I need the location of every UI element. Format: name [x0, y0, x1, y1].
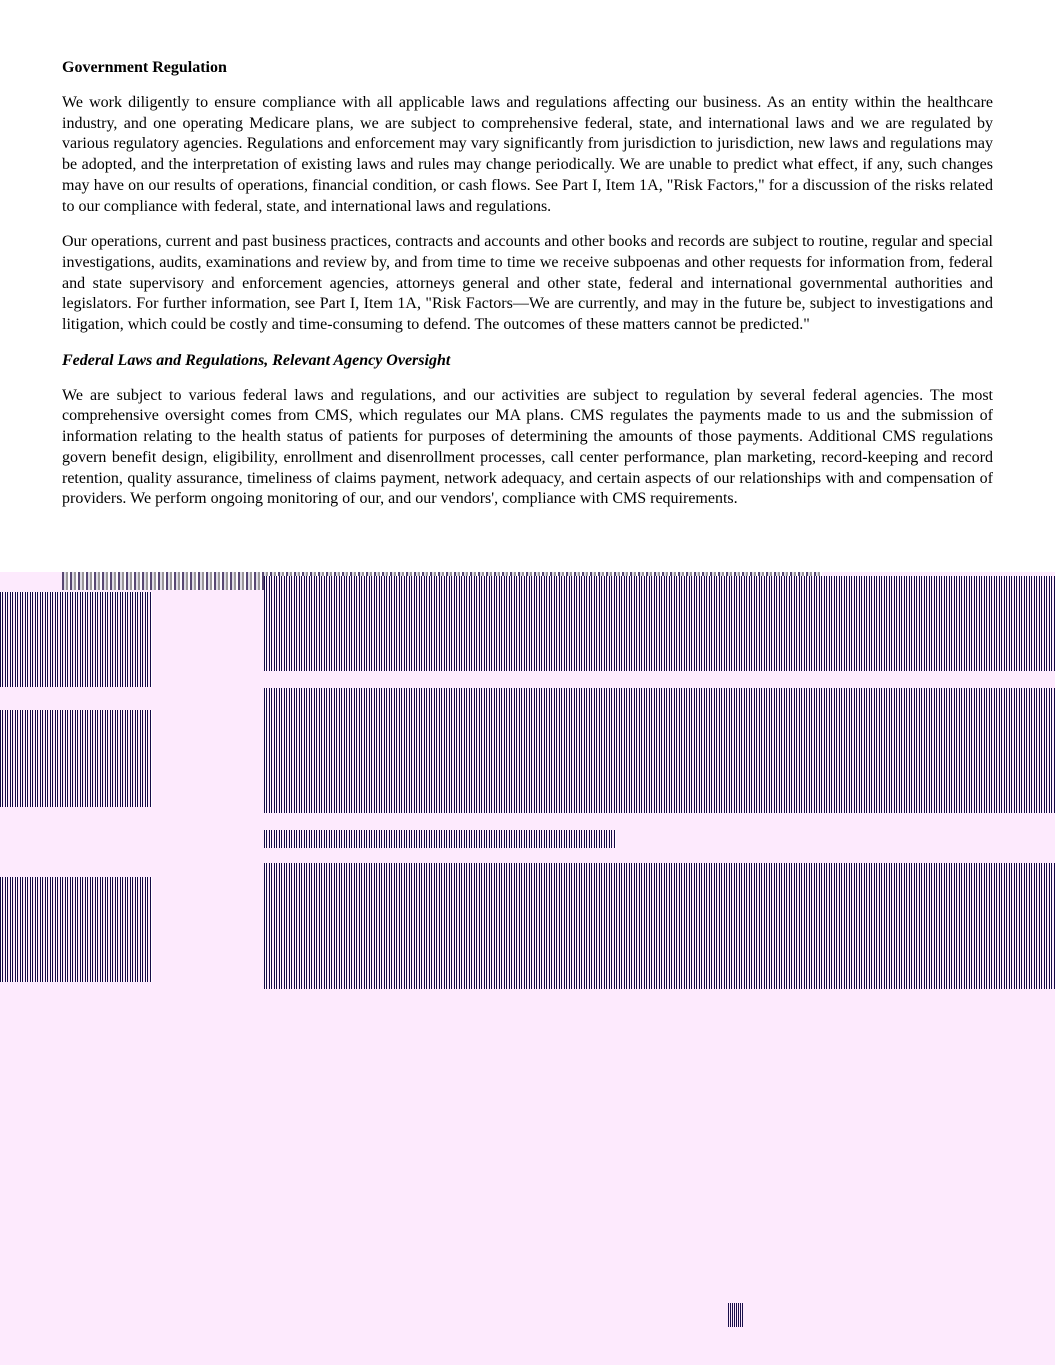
- corrupted-block: [0, 710, 152, 807]
- corrupted-block: [264, 863, 1055, 989]
- corrupted-block: [0, 877, 152, 982]
- paragraph-3: We are subject to various federal laws and regulations, and our activities are subject to regulation by several federal agencies. The most comprehensive oversight comes from CMS, which regulates our MA plans. CMS regulates the payments made to us and the submission of information relating to the health status of patients for purposes of determining the amounts of those payments. Additional CMS regulations govern benefit design, eligibility, enrollment and disenrollment processes, call center performance, plan marketing, record-keeping and record retention, quality assurance, timeliness of claims payment, network adequacy, and certain aspects of our relationships with and compensation of providers. We perform ongoing monitoring of our, and our vendors', compliance with CMS requirements.: [62, 386, 993, 508]
- corrupted-block: [264, 576, 1055, 671]
- document-body: [62, 58, 993, 525]
- corrupted-block: [264, 688, 1055, 813]
- paragraph-1: We work diligently to ensure compliance with all applicable laws and regulations affecting our business. As an entity within the healthcare industry, and one operating Medicare plans, we are subject to comprehensive federal, state, and international laws and we are regulated by various regulatory agencies. Regulations and enforcement may vary significantly from jurisdiction to jurisdiction, new laws and regulations may be adopted, and the interpretation of existing laws and rules may change periodically. We are unable to predict what effect, if any, such changes may have on our results of operations, financial condition, or cash flows. See Part I, Item 1A, "Risk Factors," for a discussion of the risks related to our compliance with federal, state, and international laws and regulations.: [62, 94, 993, 215]
- section-title: Government Regulation: [62, 59, 227, 76]
- subheading: Federal Laws and Regulations, Relevant Agency Oversight: [62, 351, 451, 369]
- corrupted-block: [0, 592, 152, 687]
- paragraph-2: Our operations, current and past business practices, contracts and accounts and other books and records are subject to routine, regular and special investigations, audits, examinations and review by, and from time to time we receive subpoenas and other requests for information from, federal and state supervisory and enforcement agencies, attorneys general and other state, federal and international governmental authorities and legislators. For further information, see Part I, Item 1A, "Risk Factors—We are currently, and may in the future be, subject to investigations and litigation, which could be costly and time-consuming to defend. The outcomes of these matters cannot be predicted.": [62, 233, 993, 334]
- corrupted-image-region: [0, 572, 1055, 1365]
- corrupted-block: [264, 830, 616, 848]
- corrupted-page-number: [728, 1303, 744, 1327]
